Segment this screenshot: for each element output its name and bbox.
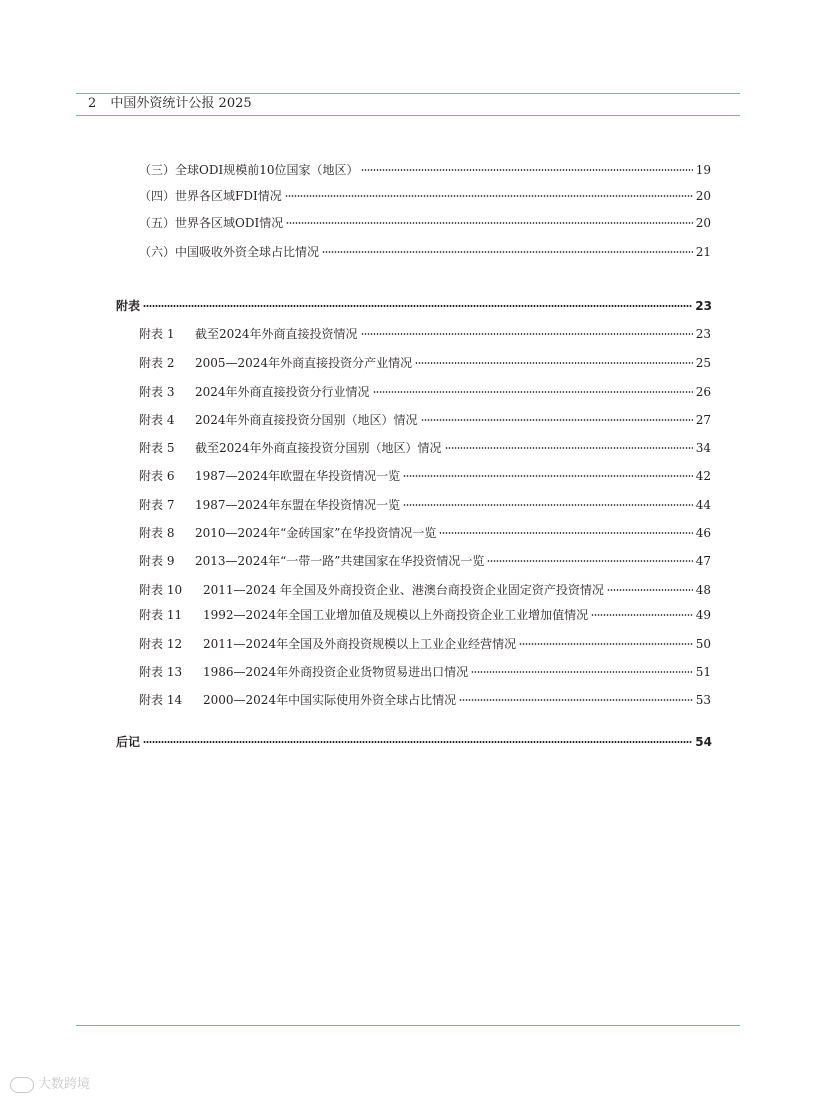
toc-entry-label: （四）世界各区域FDI情况 bbox=[139, 189, 282, 203]
toc-entry-page: 50 bbox=[695, 637, 711, 651]
appendix-tag: 附表 12 bbox=[139, 637, 183, 651]
toc-entry-label: 附表 9 2013—2024年“一带一路”共建国家在华投资情况一览 bbox=[139, 554, 485, 568]
dot-leader bbox=[591, 614, 693, 616]
toc-entry-page: 26 bbox=[695, 385, 711, 399]
toc-entry-label: 附表 8 2010—2024年“金砖国家”在华投资情况一览 bbox=[139, 526, 437, 540]
dot-leader bbox=[373, 391, 693, 393]
toc-entry-page: 34 bbox=[695, 441, 711, 455]
dot-leader bbox=[285, 195, 693, 197]
toc-entry-label: 后记 bbox=[116, 735, 141, 749]
toc-entry-page: 51 bbox=[695, 665, 711, 679]
toc-entry-section-6[interactable] bbox=[139, 244, 711, 260]
dot-leader bbox=[439, 532, 692, 534]
appendix-tag: 附表 11 bbox=[139, 608, 183, 622]
toc-entry-label: 附表 11 1992—2024年全国工业增加值及规模以上外商投资企业工业增加值情况 bbox=[139, 608, 589, 622]
appendix-tag: 附表 5 bbox=[139, 441, 175, 455]
toc-entry-appendix-12[interactable] bbox=[139, 636, 711, 652]
watermark-text: 大数跨境 bbox=[38, 1077, 91, 1092]
dot-leader bbox=[361, 169, 692, 171]
header-text bbox=[88, 96, 252, 112]
toc-entry-appendix-11[interactable] bbox=[139, 607, 711, 623]
toc-entry-label: 附表 bbox=[116, 299, 141, 313]
toc-entry-label: 附表 7 1987—2024年东盟在华投资情况一览 bbox=[139, 498, 401, 512]
dot-leader bbox=[143, 741, 692, 743]
dot-leader bbox=[361, 333, 693, 335]
toc-entry-page: 19 bbox=[695, 163, 711, 177]
dot-leader bbox=[421, 419, 693, 421]
appendix-tag: 附表 3 bbox=[139, 385, 175, 399]
header-page-number: 2 bbox=[88, 96, 97, 111]
dot-leader bbox=[415, 362, 693, 364]
dot-leader bbox=[607, 589, 693, 591]
toc-entry-label: 附表 4 2024年外商直接投资分国别（地区）情况 bbox=[139, 413, 418, 427]
toc-entry-label: 附表 3 2024年外商直接投资分行业情况 bbox=[139, 385, 370, 399]
header-rule-bottom bbox=[76, 115, 740, 116]
dot-leader bbox=[286, 222, 693, 224]
toc-entry-afterword[interactable] bbox=[116, 734, 712, 750]
toc-entry-page: 47 bbox=[695, 554, 711, 568]
appendix-tag: 附表 13 bbox=[139, 665, 183, 679]
appendix-tag: 附表 14 bbox=[139, 693, 183, 707]
header-rule-top bbox=[76, 93, 740, 94]
toc-entry-page: 48 bbox=[695, 583, 711, 597]
toc-entry-label: 附表 1 截至2024年外商直接投资情况 bbox=[139, 327, 358, 341]
toc-entry-page: 25 bbox=[695, 356, 711, 370]
toc-entry-label: 附表 5 截至2024年外商直接投资分国别（地区）情况 bbox=[139, 441, 442, 455]
toc-entry-appendix-13[interactable] bbox=[139, 664, 711, 680]
toc-entry-label: （六）中国吸收外资全球占比情况 bbox=[139, 245, 320, 259]
toc-entry-appendix-1[interactable] bbox=[139, 326, 711, 342]
toc-entry-appendix-3[interactable] bbox=[139, 384, 711, 400]
dot-leader bbox=[403, 504, 693, 506]
toc-entry-appendix-4[interactable] bbox=[139, 412, 711, 428]
toc-entry-page: 23 bbox=[695, 327, 711, 341]
toc-entry-label: （三）全球ODI规模前10位国家（地区） bbox=[139, 163, 359, 177]
running-header bbox=[76, 93, 740, 115]
appendix-tag: 附表 9 bbox=[139, 554, 175, 568]
toc-entry-label: 附表 13 1986—2024年外商投资企业货物贸易进出口情况 bbox=[139, 665, 469, 679]
dot-leader bbox=[471, 671, 693, 673]
header-title: 中国外资统计公报 2025 bbox=[110, 96, 252, 111]
toc-entry-page: 44 bbox=[695, 498, 711, 512]
appendix-tag: 附表 1 bbox=[139, 327, 175, 341]
toc-entry-section-4[interactable] bbox=[139, 188, 711, 204]
toc-entry-page: 20 bbox=[695, 216, 711, 230]
toc-entry-page: 42 bbox=[695, 469, 711, 483]
toc-entry-appendix-5[interactable] bbox=[139, 440, 711, 456]
dot-leader bbox=[143, 305, 692, 307]
dot-leader bbox=[519, 643, 693, 645]
toc-entry-label: 附表 6 1987—2024年欧盟在华投资情况一览 bbox=[139, 469, 401, 483]
toc-entry-appendix-7[interactable] bbox=[139, 497, 711, 513]
dot-leader bbox=[403, 475, 693, 477]
toc-entry-label: 附表 10 2011—2024 年全国及外商投资企业、港澳台商投资企业固定资产投资情况 bbox=[139, 583, 604, 597]
dot-leader bbox=[322, 251, 693, 253]
appendix-tag: 附表 6 bbox=[139, 469, 175, 483]
toc-entry-page: 53 bbox=[695, 693, 711, 707]
toc-entry-page: 20 bbox=[695, 189, 711, 203]
appendix-tag: 附表 10 bbox=[139, 583, 183, 597]
watermark-logo-icon bbox=[10, 1077, 34, 1093]
toc-entry-label: （五）世界各区域ODI情况 bbox=[139, 216, 284, 230]
toc-entry-label: 附表 2 2005—2024年外商直接投资分产业情况 bbox=[139, 356, 413, 370]
toc-entry-page: 21 bbox=[695, 245, 711, 259]
toc-entry-appendix-10[interactable] bbox=[139, 582, 711, 598]
appendix-tag: 附表 7 bbox=[139, 498, 175, 512]
appendix-tag: 附表 4 bbox=[139, 413, 175, 427]
watermark bbox=[10, 1073, 90, 1093]
toc-entry-appendix-6[interactable] bbox=[139, 468, 711, 484]
toc-entry-page: 49 bbox=[695, 608, 711, 622]
toc-entry-page: 27 bbox=[695, 413, 711, 427]
toc-entry-appendix-8[interactable] bbox=[139, 525, 711, 541]
toc-entry-appendix-2[interactable] bbox=[139, 355, 711, 371]
toc-entry-page: 23 bbox=[695, 299, 712, 313]
toc-entry-appendix-9[interactable] bbox=[139, 553, 711, 569]
toc-entry-section-5[interactable] bbox=[139, 215, 711, 231]
dot-leader bbox=[487, 560, 692, 562]
appendix-tag: 附表 8 bbox=[139, 526, 175, 540]
toc-entry-page: 54 bbox=[695, 735, 712, 749]
toc-entry-label: 附表 12 2011—2024年全国及外商投资规模以上工业企业经营情况 bbox=[139, 637, 517, 651]
toc-entry-label: 附表 14 2000—2024年中国实际使用外资全球占比情况 bbox=[139, 693, 457, 707]
dot-leader bbox=[445, 447, 693, 449]
dot-leader bbox=[459, 699, 693, 701]
toc-entry-page: 46 bbox=[695, 526, 711, 540]
toc-entry-appendix[interactable] bbox=[116, 298, 712, 314]
toc-entry-appendix-14[interactable] bbox=[139, 692, 711, 708]
toc-entry-section-3[interactable] bbox=[139, 162, 711, 178]
appendix-tag: 附表 2 bbox=[139, 356, 175, 370]
footer-rule bbox=[76, 1025, 740, 1026]
